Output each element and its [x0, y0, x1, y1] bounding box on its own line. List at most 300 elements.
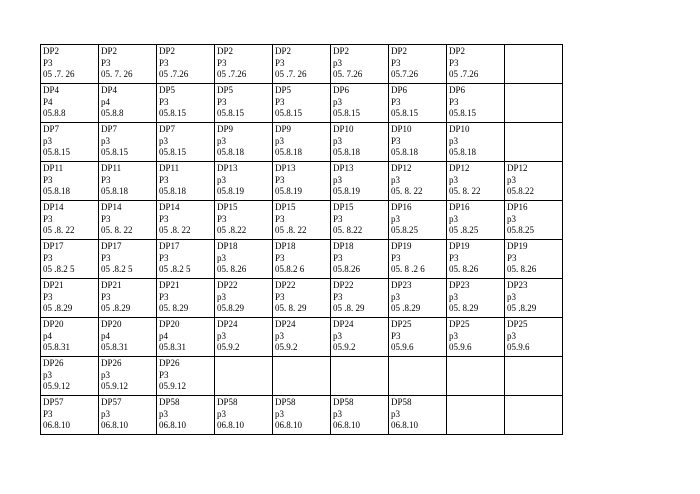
table-cell — [41, 84, 99, 123]
cell-code: DP18 — [333, 241, 354, 251]
cell-code: DP10 — [333, 124, 354, 134]
cell-date: 05.9.12 — [101, 381, 128, 391]
cell-phase: p3 — [217, 252, 226, 263]
table-cell — [273, 162, 331, 201]
table-cell — [389, 318, 447, 357]
empty-cell — [331, 357, 389, 396]
cell-date: 05. 7.26 — [333, 69, 363, 79]
table-row — [41, 240, 563, 279]
cell-phase: P3 — [217, 96, 227, 107]
cell-date: 05.8.25 — [391, 225, 418, 235]
cell-date: 05.8.19 — [275, 186, 302, 196]
cell-phase: p3 — [101, 408, 110, 419]
cell-phase: p3 — [43, 369, 52, 380]
table-cell — [331, 201, 389, 240]
cell-date: 06.8.10 — [43, 420, 70, 430]
table-cell — [99, 123, 157, 162]
cell-code: DP22 — [333, 280, 354, 290]
cell-phase: p3 — [101, 135, 110, 146]
cell-code: DP57 — [43, 397, 64, 407]
cell-date: 05.8.18 — [449, 147, 476, 157]
cell-code: DP58 — [333, 397, 354, 407]
table-cell — [273, 201, 331, 240]
cell-phase: P3 — [275, 96, 285, 107]
table-row — [41, 279, 563, 318]
table-cell — [389, 123, 447, 162]
table-row — [41, 84, 563, 123]
cell-code: DP16 — [507, 202, 528, 212]
cell-code: DP7 — [101, 124, 118, 134]
table-cell — [331, 162, 389, 201]
cell-date: 05 .8.2 5 — [101, 264, 133, 274]
cell-code: DP25 — [391, 319, 412, 329]
cell-date: 05.8.15 — [275, 108, 302, 118]
cell-code: DP58 — [159, 397, 180, 407]
table-cell — [215, 240, 273, 279]
cell-code: DP11 — [159, 163, 180, 173]
cell-code: DP20 — [159, 319, 180, 329]
cell-code: DP58 — [217, 397, 238, 407]
cell-phase: p4 — [159, 330, 168, 341]
cell-code: DP12 — [507, 163, 528, 173]
table-cell — [99, 240, 157, 279]
cell-date: 05. 8 .2 6 — [391, 264, 425, 274]
table-cell — [389, 201, 447, 240]
cell-date: 05.8.8 — [43, 108, 66, 118]
table-cell — [389, 45, 447, 84]
cell-phase: p3 — [333, 408, 342, 419]
cell-phase: P3 — [391, 57, 401, 68]
cell-date: 05.8.25 — [507, 225, 534, 235]
cell-date: 06.8.10 — [333, 420, 360, 430]
table-cell — [41, 201, 99, 240]
table-row — [41, 357, 563, 396]
cell-phase: P3 — [391, 330, 401, 341]
table-cell — [505, 279, 563, 318]
table-cell — [215, 45, 273, 84]
cell-phase: p3 — [507, 330, 516, 341]
cell-code: DP15 — [217, 202, 238, 212]
empty-cell — [447, 396, 505, 435]
table-cell — [99, 279, 157, 318]
cell-date: 05.8.31 — [101, 342, 128, 352]
empty-cell — [389, 357, 447, 396]
cell-date: 06.8.10 — [101, 420, 128, 430]
table-cell — [215, 162, 273, 201]
cell-date: 05.9.2 — [217, 342, 240, 352]
cell-code: DP19 — [507, 241, 528, 251]
table-cell — [157, 45, 215, 84]
cell-date: 05 .7.26 — [217, 69, 247, 79]
cell-date: 05 .8.29 — [507, 303, 537, 313]
cell-date: 05.8.18 — [391, 147, 418, 157]
cell-phase: P3 — [275, 57, 285, 68]
cell-phase: P3 — [43, 213, 53, 224]
cell-phase: p3 — [43, 135, 52, 146]
table-cell — [99, 396, 157, 435]
table-cell — [447, 240, 505, 279]
table-cell — [331, 84, 389, 123]
cell-date: 05 .8.29 — [391, 303, 421, 313]
cell-phase: p3 — [217, 330, 226, 341]
cell-phase: p4 — [101, 330, 110, 341]
cell-phase: P3 — [275, 174, 285, 185]
cell-phase: p3 — [449, 213, 458, 224]
cell-phase: P3 — [391, 135, 401, 146]
table-cell — [41, 45, 99, 84]
cell-phase: P3 — [391, 96, 401, 107]
cell-code: DP23 — [449, 280, 470, 290]
cell-code: DP21 — [159, 280, 180, 290]
cell-code: DP58 — [391, 397, 412, 407]
cell-phase: P3 — [217, 213, 227, 224]
cell-date: 05. 8.22 — [333, 225, 363, 235]
table-cell — [505, 318, 563, 357]
cell-date: 05.8.15 — [101, 147, 128, 157]
cell-phase: p3 — [217, 135, 226, 146]
cell-code: DP26 — [101, 358, 122, 368]
cell-phase: P3 — [43, 174, 53, 185]
cell-date: 05.8.26 — [333, 264, 360, 274]
cell-date: 05. 8. 22 — [101, 225, 133, 235]
cell-phase: p3 — [449, 291, 458, 302]
cell-code: DP24 — [217, 319, 238, 329]
table-cell — [99, 84, 157, 123]
cell-code: DP14 — [101, 202, 122, 212]
table-row — [41, 45, 563, 84]
cell-date: 05.9.6 — [449, 342, 472, 352]
cell-phase: P3 — [449, 57, 459, 68]
cell-date: 05.8.19 — [217, 186, 244, 196]
cell-phase: p3 — [391, 174, 400, 185]
cell-code: DP19 — [449, 241, 470, 251]
table-cell — [157, 318, 215, 357]
cell-code: DP19 — [391, 241, 412, 251]
cell-code: DP2 — [333, 46, 350, 56]
empty-cell — [505, 357, 563, 396]
cell-code: DP23 — [507, 280, 528, 290]
cell-phase: P3 — [449, 96, 459, 107]
cell-code: DP9 — [275, 124, 292, 134]
cell-date: 05.8.18 — [43, 186, 70, 196]
cell-date: 05. 8.26 — [507, 264, 537, 274]
table-row — [41, 201, 563, 240]
cell-date: 05 .8. 22 — [275, 225, 307, 235]
table-cell — [157, 162, 215, 201]
table-cell — [505, 162, 563, 201]
cell-phase: p3 — [391, 291, 400, 302]
cell-date: 05 .8. 29 — [333, 303, 365, 313]
table-cell — [331, 279, 389, 318]
cell-date: 05 .7.26 — [159, 69, 189, 79]
cell-date: 05 .8.22 — [217, 225, 247, 235]
cell-code: DP7 — [43, 124, 60, 134]
cell-code: DP10 — [449, 124, 470, 134]
cell-phase: P3 — [43, 252, 53, 263]
cell-code: DP17 — [159, 241, 180, 251]
table-cell — [215, 201, 273, 240]
cell-date: 05. 8. 29 — [275, 303, 307, 313]
table-cell — [331, 318, 389, 357]
table-cell — [273, 396, 331, 435]
cell-code: DP15 — [333, 202, 354, 212]
cell-phase: P3 — [101, 57, 111, 68]
cell-date: 05 .7. 26 — [43, 69, 75, 79]
cell-date: 05 .8. 22 — [43, 225, 75, 235]
cell-date: 05.8.31 — [159, 342, 186, 352]
table-cell — [99, 318, 157, 357]
cell-phase: P3 — [159, 252, 169, 263]
cell-phase: p3 — [391, 408, 400, 419]
cell-code: DP22 — [217, 280, 238, 290]
cell-date: 05.8.18 — [101, 186, 128, 196]
cell-date: 05. 8. 22 — [449, 186, 481, 196]
cell-code: DP16 — [391, 202, 412, 212]
cell-date: 06.8.10 — [159, 420, 186, 430]
cell-date: 05. 7. 26 — [101, 69, 133, 79]
cell-code: DP4 — [101, 85, 118, 95]
table-cell — [99, 357, 157, 396]
cell-phase: P3 — [159, 291, 169, 302]
cell-code: DP2 — [43, 46, 60, 56]
cell-phase: p3 — [217, 408, 226, 419]
cell-code: DP11 — [43, 163, 64, 173]
cell-code: DP18 — [217, 241, 238, 251]
cell-date: 05. 8.26 — [449, 264, 479, 274]
cell-code: DP17 — [43, 241, 64, 251]
table-cell — [215, 318, 273, 357]
cell-code: DP2 — [217, 46, 234, 56]
table-cell — [41, 357, 99, 396]
table-cell — [447, 162, 505, 201]
cell-code: DP13 — [333, 163, 354, 173]
cell-phase: p3 — [391, 213, 400, 224]
empty-cell — [505, 84, 563, 123]
cell-phase: p3 — [507, 213, 516, 224]
cell-date: 05.8.15 — [449, 108, 476, 118]
empty-cell — [505, 396, 563, 435]
table-cell — [99, 201, 157, 240]
cell-code: DP21 — [101, 280, 122, 290]
table-cell — [273, 123, 331, 162]
cell-phase: P3 — [43, 291, 53, 302]
empty-cell — [215, 357, 273, 396]
cell-date: 05.8.15 — [43, 147, 70, 157]
table-cell — [331, 45, 389, 84]
cell-code: DP14 — [43, 202, 64, 212]
cell-phase: P3 — [275, 252, 285, 263]
table-row — [41, 162, 563, 201]
cell-phase: p3 — [217, 174, 226, 185]
cell-phase: p3 — [333, 57, 342, 68]
table-cell — [41, 318, 99, 357]
cell-date: 05.9.2 — [275, 342, 298, 352]
cell-date: 05 .7. 26 — [275, 69, 307, 79]
cell-code: DP26 — [43, 358, 64, 368]
cell-phase: p3 — [275, 135, 284, 146]
table-cell — [273, 318, 331, 357]
cell-code: DP2 — [101, 46, 118, 56]
cell-phase: P3 — [159, 96, 169, 107]
cell-date: 05.8.18 — [217, 147, 244, 157]
cell-phase: p3 — [275, 408, 284, 419]
cell-date: 05.8.15 — [159, 108, 186, 118]
table-cell — [157, 240, 215, 279]
cell-code: DP13 — [275, 163, 296, 173]
record-grid — [40, 44, 563, 435]
table-cell — [41, 240, 99, 279]
empty-cell — [505, 45, 563, 84]
table-cell — [41, 396, 99, 435]
cell-phase: P3 — [159, 369, 169, 380]
cell-code: DP5 — [275, 85, 292, 95]
table-cell — [447, 123, 505, 162]
cell-phase: P3 — [449, 252, 459, 263]
cell-code: DP13 — [217, 163, 238, 173]
table-cell — [157, 396, 215, 435]
table-row — [41, 318, 563, 357]
cell-date: 05.9.12 — [43, 381, 70, 391]
cell-date: 05 .8. 22 — [159, 225, 191, 235]
cell-code: DP9 — [217, 124, 234, 134]
cell-code: DP10 — [391, 124, 412, 134]
cell-phase: p3 — [507, 174, 516, 185]
table-cell — [447, 318, 505, 357]
cell-date: 05 .8.25 — [449, 225, 479, 235]
table-cell — [447, 45, 505, 84]
cell-date: 05 .8.2 5 — [43, 264, 75, 274]
cell-code: DP4 — [43, 85, 60, 95]
cell-phase: P3 — [159, 174, 169, 185]
cell-phase: P3 — [333, 252, 343, 263]
cell-date: 05.9.6 — [391, 342, 414, 352]
cell-phase: P3 — [101, 213, 111, 224]
cell-code: DP20 — [101, 319, 122, 329]
cell-phase: P3 — [507, 252, 517, 263]
cell-code: DP23 — [391, 280, 412, 290]
cell-date: 05. 8.26 — [217, 264, 247, 274]
cell-phase: P3 — [275, 213, 285, 224]
cell-phase: p3 — [333, 174, 342, 185]
cell-code: DP25 — [449, 319, 470, 329]
table-cell — [389, 396, 447, 435]
table-cell — [505, 201, 563, 240]
cell-phase: P3 — [391, 252, 401, 263]
cell-date: 06.8.10 — [275, 420, 302, 430]
cell-code: DP5 — [217, 85, 234, 95]
cell-date: 05.8.15 — [159, 147, 186, 157]
cell-date: 05.8.18 — [333, 147, 360, 157]
cell-phase: P3 — [275, 291, 285, 302]
cell-code: DP57 — [101, 397, 122, 407]
cell-phase: p3 — [275, 330, 284, 341]
table-cell — [389, 84, 447, 123]
cell-phase: p3 — [217, 291, 226, 302]
empty-cell — [273, 357, 331, 396]
table-cell — [389, 240, 447, 279]
table-cell — [505, 240, 563, 279]
cell-code: DP6 — [333, 85, 350, 95]
table-cell — [215, 396, 273, 435]
cell-phase: p4 — [43, 330, 52, 341]
cell-code: DP12 — [449, 163, 470, 173]
cell-phase: P4 — [43, 96, 53, 107]
cell-phase: P3 — [101, 174, 111, 185]
cell-phase: p3 — [333, 135, 342, 146]
cell-phase: p3 — [449, 330, 458, 341]
cell-date: 05. 8. 22 — [391, 186, 423, 196]
table-cell — [273, 279, 331, 318]
cell-phase: p3 — [101, 369, 110, 380]
cell-phase: P3 — [333, 291, 343, 302]
cell-date: 05.8.18 — [159, 186, 186, 196]
empty-cell — [505, 123, 563, 162]
cell-date: 05. 8.29 — [159, 303, 189, 313]
cell-phase: p3 — [507, 291, 516, 302]
cell-phase: P3 — [43, 57, 53, 68]
cell-date: 05 .7.26 — [449, 69, 479, 79]
table-cell — [157, 279, 215, 318]
table-cell — [215, 123, 273, 162]
cell-date: 05.8.15 — [391, 108, 418, 118]
cell-code: DP11 — [101, 163, 122, 173]
cell-date: 05.8.15 — [333, 108, 360, 118]
cell-phase: p4 — [101, 96, 110, 107]
cell-phase: p3 — [449, 174, 458, 185]
cell-code: DP6 — [449, 85, 466, 95]
cell-date: 05 .8.2 5 — [159, 264, 191, 274]
table-cell — [389, 279, 447, 318]
cell-date: 05. 8.29 — [449, 303, 479, 313]
cell-code: DP25 — [507, 319, 528, 329]
cell-date: 05.7.26 — [391, 69, 418, 79]
cell-phase: P3 — [159, 57, 169, 68]
table-cell — [331, 396, 389, 435]
cell-code: DP15 — [275, 202, 296, 212]
cell-code: DP58 — [275, 397, 296, 407]
cell-code: DP20 — [43, 319, 64, 329]
table-cell — [389, 162, 447, 201]
table-cell — [273, 45, 331, 84]
cell-phase: P3 — [217, 57, 227, 68]
table-cell — [99, 162, 157, 201]
cell-date: 06.8.10 — [217, 420, 244, 430]
table-cell — [447, 84, 505, 123]
cell-date: 05.9.12 — [159, 381, 186, 391]
cell-code: DP2 — [275, 46, 292, 56]
cell-date: 05.8.8 — [101, 108, 124, 118]
cell-code: DP24 — [333, 319, 354, 329]
cell-phase: P3 — [101, 291, 111, 302]
cell-date: 05.8.19 — [333, 186, 360, 196]
table-row — [41, 123, 563, 162]
table-cell — [215, 84, 273, 123]
table-cell — [41, 123, 99, 162]
table-cell — [273, 84, 331, 123]
cell-code: DP21 — [43, 280, 64, 290]
table-cell — [157, 123, 215, 162]
cell-date: 05.8.15 — [217, 108, 244, 118]
table-cell — [273, 240, 331, 279]
cell-code: DP17 — [101, 241, 122, 251]
cell-code: DP12 — [391, 163, 412, 173]
table-cell — [157, 201, 215, 240]
cell-phase: p3 — [333, 330, 342, 341]
empty-cell — [447, 357, 505, 396]
cell-code: DP22 — [275, 280, 296, 290]
cell-phase: P3 — [333, 213, 343, 224]
cell-date: 05.8.29 — [217, 303, 244, 313]
